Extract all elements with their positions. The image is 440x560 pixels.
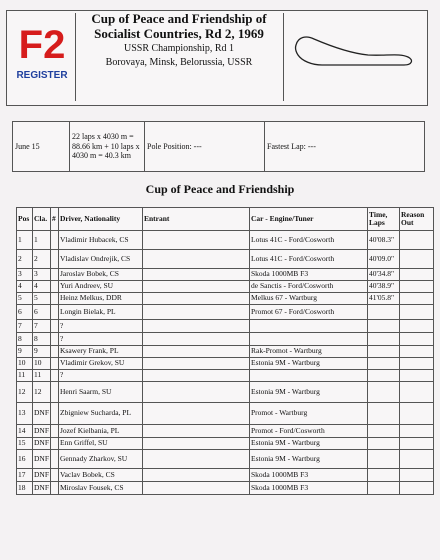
table-row — [17, 250, 434, 269]
cell-classification: 5 — [33, 293, 51, 305]
cell-number — [51, 403, 59, 425]
cell-car: Skoda 1000MB F3 — [250, 482, 368, 495]
table-row — [17, 305, 434, 320]
cell-driver: ? — [59, 333, 143, 346]
cell-driver: Jozef Kielbania, PL — [59, 425, 143, 438]
race-distance: 22 laps x 4030 m = 88.66 km + 10 laps x 4030 m = 40.3 km — [70, 122, 145, 172]
cell-entrant — [143, 333, 250, 346]
cell-driver: ? — [59, 370, 143, 382]
cell-car: Rak-Promot - Wartburg — [250, 346, 368, 358]
cell-number — [51, 293, 59, 305]
cell-pos: 1 — [17, 231, 33, 250]
cell-time — [368, 320, 400, 333]
cell-reason — [400, 250, 434, 269]
race-date: June 15 — [13, 122, 70, 172]
cell-time — [368, 438, 400, 450]
cell-entrant — [143, 269, 250, 281]
col-header-num: # — [51, 208, 59, 231]
cell-time — [368, 403, 400, 425]
cell-classification: 2 — [33, 250, 51, 269]
cell-time: 40'09.0" — [368, 250, 400, 269]
cell-reason — [400, 305, 434, 320]
col-header-entrant: Entrant — [143, 208, 250, 231]
col-header-reason: Reason Out — [400, 208, 434, 231]
cell-time: 40'34.8" — [368, 269, 400, 281]
cell-entrant — [143, 358, 250, 370]
cell-pos: 4 — [17, 281, 33, 293]
cell-classification: 8 — [33, 333, 51, 346]
cell-driver: Ksawery Frank, PL — [59, 346, 143, 358]
col-header-cla: Cla. — [33, 208, 51, 231]
cell-driver: Vladimir Grekov, SU — [59, 358, 143, 370]
cell-time — [368, 346, 400, 358]
cell-number — [51, 482, 59, 495]
cell-number — [51, 305, 59, 320]
cell-entrant — [143, 293, 250, 305]
col-header-car: Car - Engine/Tuner — [250, 208, 368, 231]
cell-time — [368, 370, 400, 382]
cell-reason — [400, 370, 434, 382]
cell-entrant — [143, 382, 250, 403]
venue-subtitle: Borovaya, Minsk, Belorussia, USSR — [105, 56, 253, 68]
cell-classification: DNF — [33, 438, 51, 450]
cell-reason — [400, 450, 434, 469]
logo-main-text: F2 — [18, 23, 66, 67]
cell-time: 40'38.9" — [368, 281, 400, 293]
cell-car: Estonia 9M - Wartburg — [250, 358, 368, 370]
cell-pos: 10 — [17, 358, 33, 370]
cell-driver: Vladislav Ondrejik, CS — [59, 250, 143, 269]
cell-number — [51, 358, 59, 370]
cell-driver: Zbigniew Sucharda, PL — [59, 403, 143, 425]
table-row — [17, 450, 434, 469]
cell-pos: 5 — [17, 293, 33, 305]
cell-pos: 2 — [17, 250, 33, 269]
cell-car — [250, 370, 368, 382]
cell-entrant — [143, 250, 250, 269]
table-row — [17, 438, 434, 450]
cell-classification: 4 — [33, 281, 51, 293]
cell-number — [51, 346, 59, 358]
cell-pos: 15 — [17, 438, 33, 450]
cell-driver: Vaclav Bobek, CS — [59, 469, 143, 482]
cell-reason — [400, 281, 434, 293]
section-title: Cup of Peace and Friendship — [145, 182, 295, 196]
cell-time — [368, 469, 400, 482]
cell-time — [368, 305, 400, 320]
cell-driver: Gennady Zharkov, SU — [59, 450, 143, 469]
cell-time — [368, 333, 400, 346]
cell-car: de Sanctis - Ford/Cosworth — [250, 281, 368, 293]
cell-reason — [400, 320, 434, 333]
cell-pos: 16 — [17, 450, 33, 469]
cell-reason — [400, 346, 434, 358]
cell-number — [51, 231, 59, 250]
cell-entrant — [143, 482, 250, 495]
championship-subtitle: USSR Championship, Rd 1 — [123, 43, 235, 54]
cell-number — [51, 333, 59, 346]
page-title: Cup of Peace and Friendship of Socialist Countries, Rd 2, 1969 — [91, 11, 267, 41]
table-row — [17, 358, 434, 370]
cell-reason — [400, 469, 434, 482]
cell-driver: ? — [59, 320, 143, 333]
cell-driver: Enn Griffel, SU — [59, 438, 143, 450]
cell-car: Lotus 41C - Ford/Cosworth — [250, 250, 368, 269]
cell-reason — [400, 482, 434, 495]
table-row — [17, 425, 434, 438]
cell-driver: Longin Bielak, PL — [59, 305, 143, 320]
header-title-block — [79, 12, 279, 68]
cell-entrant — [143, 320, 250, 333]
results-body — [17, 231, 434, 495]
cell-time — [368, 450, 400, 469]
fastest-lap: Fastest Lap: --- — [265, 122, 425, 172]
cell-reason — [400, 425, 434, 438]
cell-car — [250, 333, 368, 346]
cell-pos: 8 — [17, 333, 33, 346]
cell-number — [51, 382, 59, 403]
cell-number — [51, 269, 59, 281]
cell-reason — [400, 358, 434, 370]
cell-entrant — [143, 305, 250, 320]
table-row — [17, 382, 434, 403]
cell-pos: 6 — [17, 305, 33, 320]
cell-time — [368, 382, 400, 403]
cell-car: Estonia 9M - Wartburg — [250, 382, 368, 403]
cell-driver: Heinz Melkus, DDR — [59, 293, 143, 305]
table-row — [17, 333, 434, 346]
cell-car — [250, 320, 368, 333]
cell-number — [51, 320, 59, 333]
cell-reason — [400, 438, 434, 450]
cell-entrant — [143, 425, 250, 438]
cell-number — [51, 281, 59, 293]
race-info-table — [12, 121, 425, 172]
cell-entrant — [143, 281, 250, 293]
header-panel — [6, 10, 428, 106]
cell-number — [51, 370, 59, 382]
cell-reason — [400, 403, 434, 425]
cell-classification: 10 — [33, 358, 51, 370]
cell-classification: 7 — [33, 320, 51, 333]
cell-pos: 14 — [17, 425, 33, 438]
cell-classification: 6 — [33, 305, 51, 320]
cell-entrant — [143, 469, 250, 482]
cell-reason — [400, 269, 434, 281]
cell-pos: 18 — [17, 482, 33, 495]
cell-pos: 7 — [17, 320, 33, 333]
table-row — [17, 269, 434, 281]
cell-reason — [400, 231, 434, 250]
cell-pos: 3 — [17, 269, 33, 281]
cell-time: 40'08.3" — [368, 231, 400, 250]
col-header-driver: Driver, Nationality — [59, 208, 143, 231]
cell-car: Promot - Ford/Cosworth — [250, 425, 368, 438]
cell-pos: 13 — [17, 403, 33, 425]
table-row — [17, 346, 434, 358]
table-row — [17, 469, 434, 482]
cell-entrant — [143, 403, 250, 425]
f2-register-logo — [9, 13, 76, 101]
cell-time — [368, 482, 400, 495]
cell-pos: 12 — [17, 382, 33, 403]
cell-car: Lotus 41C - Ford/Cosworth — [250, 231, 368, 250]
table-row — [17, 482, 434, 495]
col-header-time: Time, Laps — [368, 208, 400, 231]
cell-entrant — [143, 346, 250, 358]
cell-car: Estonia 9M - Wartburg — [250, 450, 368, 469]
logo-sub-text: REGISTER — [16, 70, 68, 81]
table-row — [17, 403, 434, 425]
cell-number — [51, 438, 59, 450]
cell-driver: Henri Saarm, SU — [59, 382, 143, 403]
track-map-icon — [288, 27, 420, 83]
cell-number — [51, 250, 59, 269]
table-row — [17, 320, 434, 333]
cell-classification: 3 — [33, 269, 51, 281]
table-row — [17, 231, 434, 250]
table-row — [17, 370, 434, 382]
cell-pos: 17 — [17, 469, 33, 482]
cell-entrant — [143, 231, 250, 250]
cell-car: Estonia 9M - Wartburg — [250, 438, 368, 450]
cell-time: 41'05.8" — [368, 293, 400, 305]
cell-car: Promot - Wartburg — [250, 403, 368, 425]
cell-reason — [400, 382, 434, 403]
table-row — [17, 293, 434, 305]
cell-driver: Miroslav Fousek, CS — [59, 482, 143, 495]
cell-car: Melkus 67 - Wartburg — [250, 293, 368, 305]
cell-entrant — [143, 450, 250, 469]
cell-pos: 9 — [17, 346, 33, 358]
cell-classification: DNF — [33, 482, 51, 495]
results-table — [16, 207, 434, 495]
cell-car: Skoda 1000MB F3 — [250, 269, 368, 281]
cell-time — [368, 425, 400, 438]
cell-classification: 1 — [33, 231, 51, 250]
cell-classification: 9 — [33, 346, 51, 358]
col-header-pos: Pos — [17, 208, 33, 231]
cell-car: Skoda 1000MB F3 — [250, 469, 368, 482]
pole-position: Pole Position: --- — [145, 122, 265, 172]
cell-classification: DNF — [33, 425, 51, 438]
cell-driver: Jaroslav Bobek, CS — [59, 269, 143, 281]
table-row — [17, 281, 434, 293]
cell-pos: 11 — [17, 370, 33, 382]
cell-time — [368, 358, 400, 370]
cell-reason — [400, 293, 434, 305]
cell-driver: Vladimir Hubacek, CS — [59, 231, 143, 250]
cell-driver: Yuri Andreev, SU — [59, 281, 143, 293]
cell-classification: 12 — [33, 382, 51, 403]
cell-reason — [400, 333, 434, 346]
cell-number — [51, 450, 59, 469]
cell-classification: DNF — [33, 450, 51, 469]
cell-classification: DNF — [33, 469, 51, 482]
results-header-row — [17, 208, 434, 231]
cell-classification: DNF — [33, 403, 51, 425]
cell-car: Promot 67 - Ford/Cosworth — [250, 305, 368, 320]
cell-entrant — [143, 370, 250, 382]
cell-classification: 11 — [33, 370, 51, 382]
cell-number — [51, 425, 59, 438]
cell-entrant — [143, 438, 250, 450]
cell-number — [51, 469, 59, 482]
track-map-panel — [283, 13, 424, 101]
